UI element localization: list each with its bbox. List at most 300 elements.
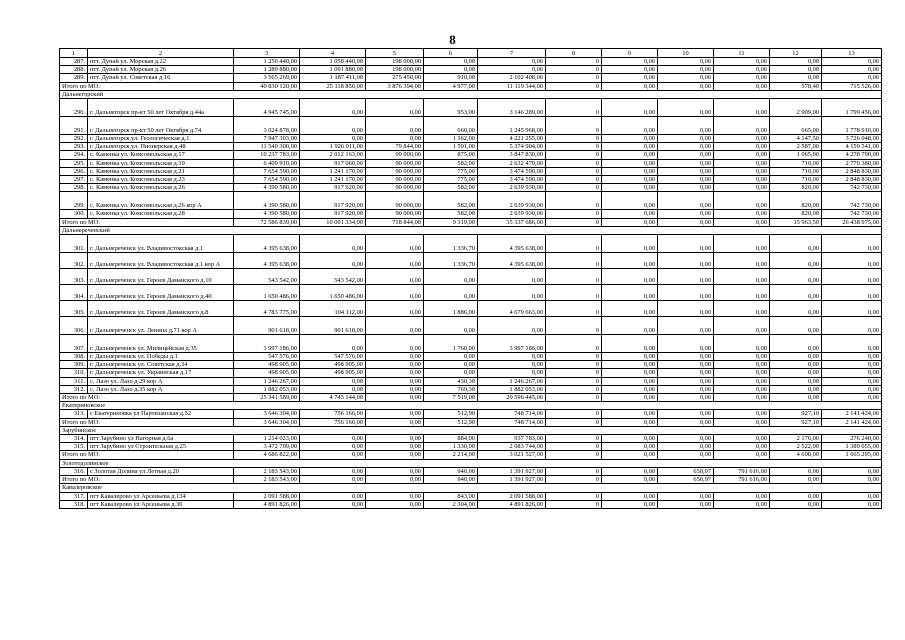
value-cell: 498 905,00 — [234, 361, 300, 369]
value-cell: 547 576,00 — [300, 353, 366, 361]
table-row — [60, 285, 882, 301]
value-cell: 0,00 — [658, 117, 714, 135]
value-cell: 660,00 — [424, 117, 478, 135]
section-row — [60, 426, 882, 434]
value-cell: 820,00 — [770, 184, 822, 192]
value-cell: 2 183 543,00 — [234, 467, 300, 475]
value-cell: 0,00 — [770, 269, 822, 285]
column-header: 11 — [714, 49, 770, 58]
value-cell: 0 — [546, 369, 602, 377]
value-cell: 917 920,00 — [300, 210, 366, 218]
address-cell: г. Дальнереченск ул. Владивостокская д.1 — [88, 235, 234, 253]
value-cell: 198 000,00 — [366, 66, 424, 74]
total-cell: 26 438 975,00 — [822, 218, 882, 226]
value-cell: 0,00 — [658, 151, 714, 159]
address-cell: с. Каменка ул. Комсомольская д.26 кор А — [88, 192, 234, 210]
row-number: 294. — [60, 151, 88, 159]
total-cell: 0,00 — [602, 451, 658, 459]
table-row — [60, 143, 882, 151]
table-row — [60, 317, 882, 335]
row-number: 307. — [60, 335, 88, 353]
value-cell: 0,00 — [822, 369, 882, 377]
value-cell: 4 395 638,00 — [478, 235, 546, 253]
value-cell: 2 012 163,00 — [300, 151, 366, 159]
value-cell: 0,00 — [300, 377, 366, 385]
total-cell: 4 977,00 — [424, 82, 478, 90]
value-cell: 0 — [546, 435, 602, 443]
value-cell: 0,00 — [602, 99, 658, 117]
value-cell: 0,00 — [714, 361, 770, 369]
value-cell: 3 847 830,00 — [478, 151, 546, 159]
total-cell: 0 — [546, 82, 602, 90]
value-cell: 0,00 — [300, 435, 366, 443]
value-cell: 2 102 408,00 — [478, 74, 546, 82]
table-row — [60, 385, 882, 393]
value-cell: 0,00 — [658, 74, 714, 82]
total-cell: 0,00 — [714, 218, 770, 226]
value-cell: 4 395 638,00 — [234, 253, 300, 269]
value-cell: 0 — [546, 467, 602, 475]
value-cell: 0,00 — [822, 58, 882, 66]
address-cell: г. Дальнереченск ул. Владивостокская д.1 кор А — [88, 253, 234, 269]
value-cell: 0,00 — [822, 467, 882, 475]
value-cell: 4 221 255,00 — [478, 135, 546, 143]
value-cell: 90 000,00 — [366, 167, 424, 175]
row-number: 290. — [60, 99, 88, 117]
value-cell: 0,00 — [658, 99, 714, 117]
value-cell: 0,00 — [424, 285, 478, 301]
value-cell: 90 000,00 — [366, 159, 424, 167]
value-cell: 1 245 968,00 — [478, 117, 546, 135]
value-cell: 4 679 663,00 — [478, 301, 546, 317]
table-row — [60, 66, 882, 74]
value-cell: 0,00 — [602, 361, 658, 369]
row-number: 293. — [60, 143, 88, 151]
row-number: 291. — [60, 117, 88, 135]
table-row — [60, 253, 882, 269]
table-row — [60, 74, 882, 82]
value-cell: 0,00 — [714, 253, 770, 269]
value-cell: 1 214 023,00 — [234, 435, 300, 443]
value-cell: 0,00 — [602, 66, 658, 74]
value-cell: 99 000,00 — [366, 151, 424, 159]
value-cell: 7 654 590,00 — [234, 176, 300, 184]
address-cell: г. Дальнереченск ул. Победы д.1 — [88, 353, 234, 361]
value-cell: 0,00 — [770, 377, 822, 385]
total-cell: 1 665 295,00 — [822, 451, 882, 459]
value-cell: 0 — [546, 500, 602, 508]
value-cell: 0,00 — [366, 99, 424, 117]
value-cell: 0,00 — [714, 184, 770, 192]
total-label: Итого по МО: — [60, 451, 234, 459]
value-cell: 1 065,00 — [770, 151, 822, 159]
value-cell: 2 091 588,00 — [234, 492, 300, 500]
value-cell: 3 646 304,00 — [234, 410, 300, 418]
column-header: 13 — [822, 49, 882, 58]
section-title: Золотодолинское — [60, 459, 882, 467]
address-cell: г. Дальнереченск ул. Советская д.34 — [88, 361, 234, 369]
value-cell: 4 159 541,00 — [822, 143, 882, 151]
total-cell: 0,00 — [822, 476, 882, 484]
column-header: 1 — [60, 49, 88, 58]
total-label: Итого по МО: — [60, 82, 234, 90]
value-cell: 79 844,00 — [366, 143, 424, 151]
table-row — [60, 210, 882, 218]
row-number: 303. — [60, 269, 88, 285]
value-cell: 0 — [546, 99, 602, 117]
value-cell: 0 — [546, 353, 602, 361]
value-cell: 0,00 — [770, 385, 822, 393]
table-row — [60, 353, 882, 361]
row-number: 287. — [60, 58, 88, 66]
value-cell: 0,00 — [602, 377, 658, 385]
value-cell: 0,00 — [478, 58, 546, 66]
total-cell: 4 745 144,00 — [300, 394, 366, 402]
value-cell: 0,00 — [602, 385, 658, 393]
value-cell: 11 540 300,00 — [234, 143, 300, 151]
value-cell: 90 000,00 — [366, 176, 424, 184]
table-row — [60, 369, 882, 377]
value-cell: 1 256 440,00 — [234, 58, 300, 66]
value-cell: 0,00 — [424, 361, 478, 369]
value-cell: 2 632 470,00 — [478, 159, 546, 167]
address-cell: с. Каменка ул. Комсомольская д.19 — [88, 159, 234, 167]
total-cell: 0,00 — [658, 451, 714, 459]
value-cell: 2 304,00 — [424, 500, 478, 508]
row-number: 296. — [60, 167, 88, 175]
value-cell: 0 — [546, 335, 602, 353]
value-cell: 0,00 — [714, 58, 770, 66]
value-cell: 0,00 — [602, 253, 658, 269]
value-cell: 4 390 580,00 — [234, 192, 300, 210]
table-row — [60, 443, 882, 451]
value-cell: 1 246 267,00 — [234, 377, 300, 385]
value-cell: 0,00 — [714, 159, 770, 167]
value-cell: 90 000,00 — [366, 184, 424, 192]
value-cell: 0 — [546, 253, 602, 269]
value-cell: 0 — [546, 176, 602, 184]
value-cell: 547 576,00 — [234, 353, 300, 361]
table-row — [60, 58, 882, 66]
value-cell: 1 389 055,00 — [822, 443, 882, 451]
total-cell: 2 214,00 — [424, 451, 478, 459]
value-cell: 0,00 — [478, 269, 546, 285]
value-cell: 0,00 — [658, 353, 714, 361]
address-cell: пгт Зарубино ул Нагорная д.6а — [88, 435, 234, 443]
total-cell: 3 646 304,00 — [234, 418, 300, 426]
value-cell: 710,00 — [770, 159, 822, 167]
total-label: Итого по МО: — [60, 218, 234, 226]
value-cell: 0,00 — [478, 66, 546, 74]
address-cell: г. Дальнереченск ул. Украинская д.17 — [88, 369, 234, 377]
value-cell: 4 278 790,00 — [822, 151, 882, 159]
value-cell: 0,00 — [366, 269, 424, 285]
value-cell: 0 — [546, 117, 602, 135]
value-cell: 2 083 744,00 — [478, 443, 546, 451]
value-cell: 1 778 910,00 — [822, 117, 882, 135]
total-cell: 1 391 927,00 — [478, 476, 546, 484]
total-cell: 25 341 589,00 — [234, 394, 300, 402]
value-cell: 0,00 — [366, 135, 424, 143]
value-cell: 0,00 — [300, 135, 366, 143]
total-cell: 578,40 — [770, 82, 822, 90]
value-cell: 0 — [546, 210, 602, 218]
total-cell: 3 021 527,00 — [478, 451, 546, 459]
value-cell: 0,00 — [822, 301, 882, 317]
value-cell: 0,00 — [658, 301, 714, 317]
value-cell: 582,00 — [424, 159, 478, 167]
value-cell: 1 336,70 — [424, 253, 478, 269]
value-cell: 498 905,00 — [234, 369, 300, 377]
column-header: 4 — [300, 49, 366, 58]
total-cell: 4 686 822,00 — [234, 451, 300, 459]
value-cell: 0,00 — [366, 492, 424, 500]
value-cell: 0,00 — [424, 58, 478, 66]
total-cell: 0 — [546, 394, 602, 402]
value-cell: 0,00 — [714, 99, 770, 117]
value-cell: 0 — [546, 285, 602, 301]
address-cell: с Золотая Долина ул Летная д.20 — [88, 467, 234, 475]
value-cell: 0 — [546, 361, 602, 369]
value-cell: 1 362,00 — [424, 135, 478, 143]
total-cell: 0,00 — [658, 82, 714, 90]
value-cell: 2 091 588,00 — [478, 492, 546, 500]
value-cell: 0,00 — [822, 285, 882, 301]
address-cell: г. Дальнегорск пр-кт 50 лет Октября д.44а — [88, 99, 234, 117]
total-row — [60, 394, 882, 402]
value-cell: 0,00 — [602, 151, 658, 159]
page-number: 8 — [449, 32, 456, 47]
row-number: 311. — [60, 377, 88, 385]
value-cell: 0,00 — [658, 335, 714, 353]
value-cell: 1 330,00 — [424, 443, 478, 451]
value-cell: 198 000,00 — [366, 58, 424, 66]
value-cell: 0,00 — [822, 377, 882, 385]
value-cell: 4 390 580,00 — [234, 184, 300, 192]
value-cell: 0,00 — [366, 317, 424, 335]
total-cell: 0,00 — [366, 394, 424, 402]
data-table — [59, 48, 882, 509]
value-cell: 0,00 — [770, 492, 822, 500]
total-cell: 0 — [546, 218, 602, 226]
row-number: 310. — [60, 369, 88, 377]
value-cell: 0,00 — [714, 143, 770, 151]
value-cell: 0,00 — [602, 235, 658, 253]
value-cell: 4 147,50 — [770, 135, 822, 143]
value-cell: 748 714,00 — [478, 410, 546, 418]
value-cell: 0,00 — [658, 58, 714, 66]
value-cell: 0,00 — [366, 500, 424, 508]
value-cell: 0 — [546, 66, 602, 74]
value-cell: 3 565 269,00 — [234, 74, 300, 82]
value-cell: 917 920,00 — [300, 184, 366, 192]
value-cell: 0,00 — [478, 353, 546, 361]
value-cell: 582,00 — [424, 184, 478, 192]
value-cell: 0,00 — [658, 210, 714, 218]
value-cell: 1 187 411,00 — [300, 74, 366, 82]
value-cell: 0,00 — [602, 159, 658, 167]
total-cell: 748 714,00 — [478, 418, 546, 426]
value-cell: 0,00 — [602, 58, 658, 66]
value-cell: 1 650 486,00 — [300, 285, 366, 301]
value-cell: 498 905,00 — [300, 369, 366, 377]
total-cell: 0,00 — [822, 394, 882, 402]
total-label: Итого по МО: — [60, 476, 234, 484]
value-cell: 0,00 — [478, 361, 546, 369]
total-cell: 40 830 120,00 — [234, 82, 300, 90]
table-row — [60, 361, 882, 369]
value-cell: 0,00 — [770, 500, 822, 508]
address-cell: пгт Кавалерово ул Арсеньева д.134 — [88, 492, 234, 500]
total-label: Итого по МО: — [60, 418, 234, 426]
total-row — [60, 82, 882, 90]
value-cell: 2 639 930,00 — [478, 184, 546, 192]
total-cell: 20 596 445,00 — [478, 394, 546, 402]
row-number: 304. — [60, 285, 88, 301]
value-cell: 710,00 — [770, 176, 822, 184]
value-cell: 875,00 — [424, 151, 478, 159]
total-cell: 0,00 — [714, 82, 770, 90]
total-cell: 25 118 856,00 — [300, 82, 366, 90]
total-cell: 715 526,00 — [822, 82, 882, 90]
value-cell: 0,00 — [658, 369, 714, 377]
value-cell: 0,00 — [366, 335, 424, 353]
value-cell: 0,00 — [822, 317, 882, 335]
value-cell: 820,00 — [770, 210, 822, 218]
table-row — [60, 117, 882, 135]
value-cell: 3 997 186,00 — [234, 335, 300, 353]
column-header: 6 — [424, 49, 478, 58]
row-number: 297. — [60, 176, 88, 184]
column-header: 10 — [658, 49, 714, 58]
value-cell: 0,00 — [602, 369, 658, 377]
total-cell: 0 — [546, 418, 602, 426]
value-cell: 843,00 — [424, 492, 478, 500]
row-number: 301. — [60, 235, 88, 253]
value-cell: 0,00 — [822, 269, 882, 285]
value-cell: 0,00 — [424, 317, 478, 335]
total-cell: 791 616,00 — [714, 476, 770, 484]
address-cell: г. Дальнереченск ул. Героев Даманского д.10 — [88, 269, 234, 285]
value-cell: 0,00 — [714, 492, 770, 500]
value-cell: 0,00 — [714, 117, 770, 135]
total-cell: 0,00 — [300, 451, 366, 459]
value-cell: 0,00 — [822, 74, 882, 82]
value-cell: 0,00 — [300, 117, 366, 135]
value-cell: 4 390 580,00 — [234, 210, 300, 218]
value-cell: 0,00 — [770, 58, 822, 66]
total-cell: 0,00 — [714, 394, 770, 402]
value-cell: 0,00 — [658, 361, 714, 369]
table-row — [60, 301, 882, 317]
total-cell: 0,00 — [602, 218, 658, 226]
address-cell: г. Дальнереченск ул. Героев Даманского д.8 — [88, 301, 234, 317]
address-cell: с. Каменка ул. Комсомольская д.28 — [88, 210, 234, 218]
value-cell: 0 — [546, 58, 602, 66]
value-cell: 0,00 — [714, 317, 770, 335]
value-cell: 710,00 — [770, 167, 822, 175]
data-table-container — [59, 48, 881, 509]
value-cell: 0,00 — [602, 74, 658, 82]
section-title: Екатериновское — [60, 402, 882, 410]
value-cell: 0,00 — [770, 317, 822, 335]
value-cell: 0,00 — [602, 135, 658, 143]
value-cell: 0,00 — [602, 269, 658, 285]
total-cell: 2 183 543,00 — [234, 476, 300, 484]
address-cell: г. Дальнегорск пр-кт 50 лет Октября д.74 — [88, 117, 234, 135]
value-cell: 512,90 — [424, 410, 478, 418]
value-cell: 0 — [546, 269, 602, 285]
value-cell: 0,00 — [714, 443, 770, 451]
value-cell: 0,00 — [658, 435, 714, 443]
value-cell: 791 616,00 — [714, 467, 770, 475]
value-cell: 0 — [546, 317, 602, 335]
value-cell: 0,00 — [714, 74, 770, 82]
total-cell: 0 — [546, 451, 602, 459]
value-cell: 940,00 — [424, 467, 478, 475]
address-cell: пгт. Дунай ул. Морская д.26 — [88, 66, 234, 74]
address-cell: с. Каменка ул. Комсомольская д.21 — [88, 167, 234, 175]
total-row — [60, 476, 882, 484]
row-number: 312. — [60, 385, 88, 393]
value-cell: 0,00 — [658, 167, 714, 175]
value-cell: 1 591,00 — [424, 143, 478, 151]
column-header: 2 — [88, 49, 234, 58]
value-cell: 0,00 — [714, 176, 770, 184]
table-row — [60, 167, 882, 175]
value-cell: 0,00 — [366, 361, 424, 369]
value-cell: 0,00 — [602, 192, 658, 210]
value-cell: 2 909,00 — [770, 99, 822, 117]
value-cell: 0,00 — [770, 301, 822, 317]
total-cell: 11 119 344,00 — [478, 82, 546, 90]
value-cell: 0,00 — [366, 353, 424, 361]
row-number: 306. — [60, 317, 88, 335]
value-cell: 0,00 — [714, 167, 770, 175]
value-cell: 0,00 — [478, 285, 546, 301]
value-cell: 0,00 — [300, 235, 366, 253]
total-cell: 0,00 — [602, 82, 658, 90]
value-cell: 1 289 880,00 — [234, 66, 300, 74]
total-cell: 3 876 394,00 — [366, 82, 424, 90]
value-cell: 0,00 — [602, 492, 658, 500]
value-cell: 1 760,00 — [424, 335, 478, 353]
value-cell: 775,00 — [424, 167, 478, 175]
value-cell: 2 176,00 — [770, 435, 822, 443]
value-cell: 0,00 — [366, 467, 424, 475]
address-cell: пгт. Дунай ул. Советская д.16 — [88, 74, 234, 82]
value-cell: 5 374 904,00 — [478, 143, 546, 151]
value-cell: 7 654 590,00 — [234, 167, 300, 175]
value-cell: 0,00 — [366, 117, 424, 135]
table-row — [60, 99, 882, 117]
value-cell: 0,00 — [658, 135, 714, 143]
value-cell: 0,00 — [602, 285, 658, 301]
value-cell: 1 882 053,00 — [234, 385, 300, 393]
table-row — [60, 500, 882, 508]
value-cell: 543 542,00 — [300, 269, 366, 285]
total-row — [60, 218, 882, 226]
value-cell: 742 730,00 — [822, 184, 882, 192]
total-cell: 0,00 — [770, 476, 822, 484]
address-cell: г. Дальнереченск ул. Милицейская д.35 — [88, 335, 234, 353]
value-cell: 0,00 — [658, 492, 714, 500]
total-cell: 2 141 424,00 — [822, 418, 882, 426]
value-cell: 0,00 — [602, 435, 658, 443]
value-cell: 769,30 — [424, 385, 478, 393]
total-cell: 9 319,00 — [424, 218, 478, 226]
row-number: 288. — [60, 66, 88, 74]
